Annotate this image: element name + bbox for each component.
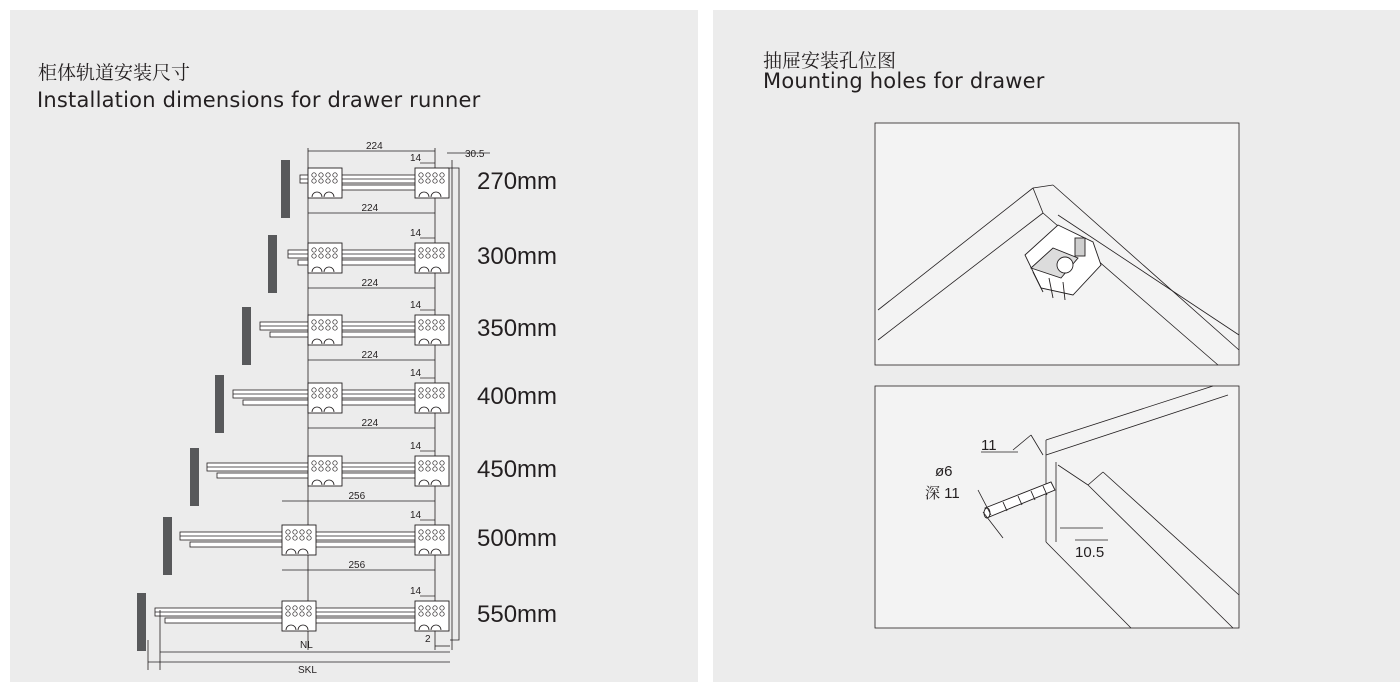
mounting-title-en: Mounting holes for drawer — [763, 69, 1045, 93]
cabinet-side-board — [281, 160, 290, 218]
drawer-hole-illustration — [875, 386, 1239, 628]
runner-length-label: 450mm — [477, 456, 558, 483]
cabinet-side-board — [242, 307, 251, 365]
edge-offset-label: 11 — [981, 437, 997, 454]
top-offset-label: 30.5 — [465, 149, 485, 160]
gap-dimension-label: 14 — [410, 300, 422, 311]
mounting-title-cn: 抽屉安装孔位图 — [763, 50, 897, 72]
runner-row — [190, 441, 557, 506]
runner-row — [281, 141, 557, 218]
installation-title-cn: 柜体轨道安装尺寸 — [38, 62, 191, 84]
gap-dimension-label: 14 — [410, 586, 422, 597]
span-dimension-label: 224 — [361, 278, 379, 289]
runner-row — [137, 586, 557, 651]
span-dimension-label: 224 — [361, 203, 379, 214]
gap-dimension-label: 14 — [410, 368, 422, 379]
drawer-corner-illustration — [875, 123, 1239, 365]
mounting-holes-panel — [713, 10, 1400, 682]
span-dimension-label: 256 — [348, 491, 366, 502]
cabinet-side-board — [163, 517, 172, 575]
runner-length-label: 350mm — [477, 315, 558, 342]
runner-row — [163, 510, 557, 575]
span-dimension-label: 256 — [348, 560, 366, 571]
runner-row — [215, 368, 557, 433]
nl-label: NL — [300, 640, 313, 651]
runner-row — [242, 300, 557, 365]
runner-length-label: 500mm — [477, 525, 558, 552]
hole-offset-label: 10.5 — [1075, 544, 1105, 561]
span-dimension-label: 224 — [361, 418, 379, 429]
gap-dimension-label: 14 — [410, 510, 422, 521]
runner-length-label: 270mm — [477, 168, 558, 195]
span-dimension-label: 224 — [366, 141, 383, 152]
drawer-runner — [260, 322, 440, 337]
installation-panel — [10, 10, 698, 682]
runner-length-label: 550mm — [477, 601, 558, 628]
gap-dimension-label: 14 — [410, 228, 422, 239]
cabinet-side-board — [190, 448, 199, 506]
cabinet-side-board — [268, 235, 277, 293]
installation-title-en: Installation dimensions for drawer runner — [37, 88, 481, 112]
cabinet-side-board — [215, 375, 224, 433]
bottom-gap-label: 2 — [425, 634, 431, 645]
runner-length-label: 400mm — [477, 383, 558, 410]
skl-label: SKL — [298, 665, 317, 676]
hole-diameter-label: ø6 — [935, 463, 953, 480]
gap-dimension-label: 14 — [410, 441, 422, 452]
runner-dimension-drawing — [10, 10, 698, 682]
gap-dimension-label: 14 — [410, 153, 422, 164]
runner-length-label: 300mm — [477, 243, 558, 270]
hole-depth-label: 深 11 — [925, 485, 960, 502]
cabinet-side-board — [137, 593, 146, 651]
span-dimension-label: 224 — [361, 350, 379, 361]
runner-row — [268, 228, 557, 293]
runner-rows — [137, 141, 557, 651]
